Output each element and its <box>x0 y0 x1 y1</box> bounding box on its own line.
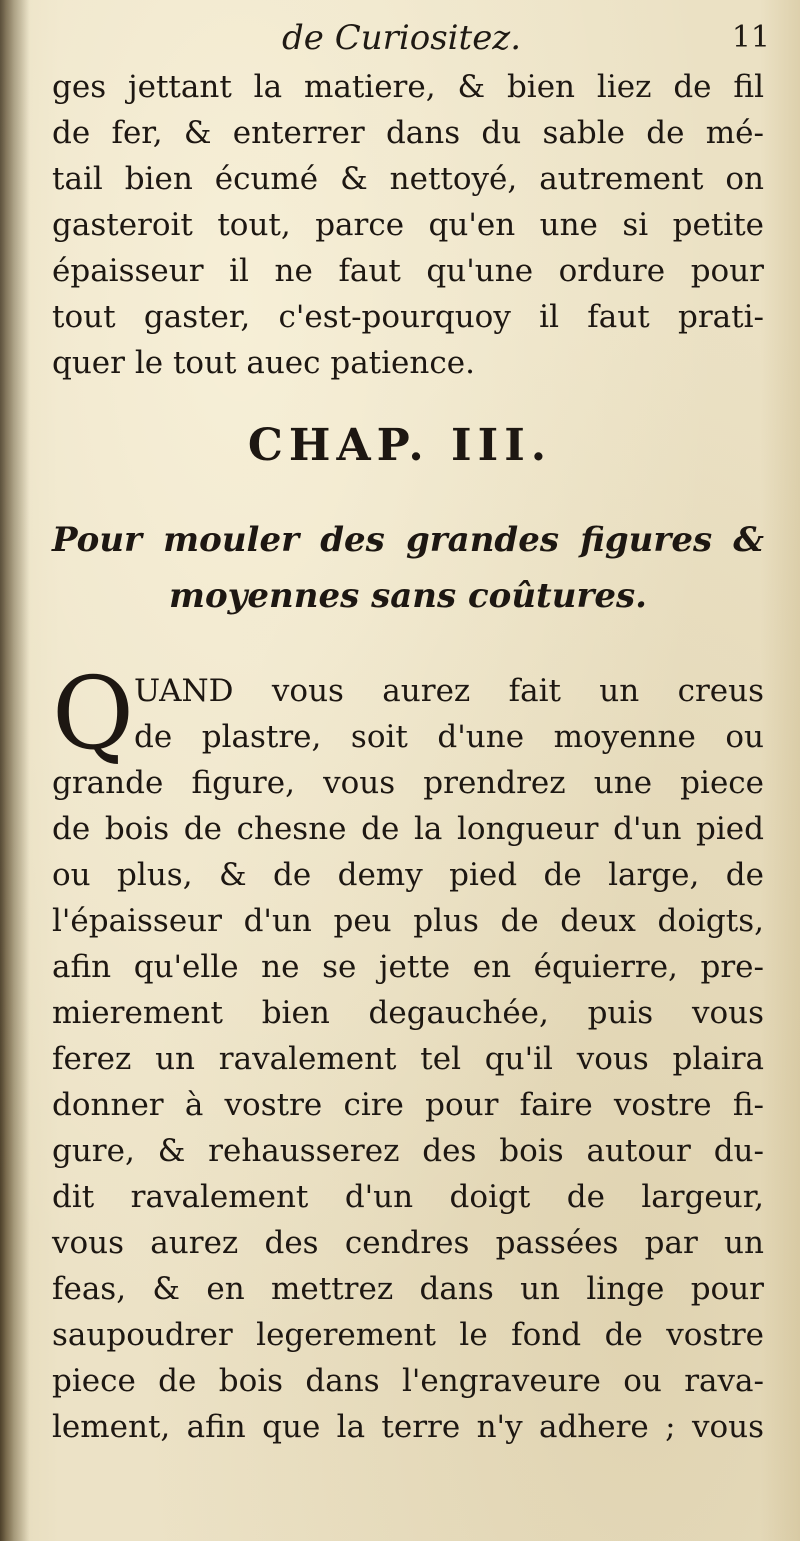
text-line: de fer, & enterrer dans du sable de mé- <box>52 115 764 151</box>
text-line: tout gaster, c'est-pourquoy il faut prati- <box>52 299 764 335</box>
drop-cap: Q <box>52 655 134 772</box>
text-line: mierement bien degauchée, puis vous <box>52 995 764 1031</box>
subtitle-line: moyennes sans coûtures. <box>168 576 647 616</box>
text-line: saupoudrer legerement le fond de vostre <box>52 1317 764 1353</box>
text-line: feas, & en mettrez dans un linge pour <box>52 1271 764 1307</box>
text-line: l'épaisseur d'un peu plus de deux doigts, <box>52 903 764 939</box>
text-line: ferez un ravalement tel qu'il vous plaira <box>52 1041 764 1077</box>
text-line: afin qu'elle ne se jette en équierre, pre- <box>52 949 764 985</box>
running-head: de Curiositez. <box>282 18 522 58</box>
paragraph-continuation <box>52 64 764 386</box>
text-line: épaisseur il ne faut qu'une ordure pour <box>52 253 764 289</box>
chapter-subtitle <box>52 512 764 624</box>
text-line: vous aurez des cendres passées par un <box>52 1225 764 1261</box>
text-line: lement, afin que la terre n'y adhere ; vous <box>52 1409 764 1445</box>
spine-shadow <box>0 0 30 1541</box>
chapter-heading: CHAP. III. <box>247 420 553 471</box>
text-line: grande figure, vous prendrez une piece <box>52 765 764 801</box>
subtitle-line: Pour mouler des grandes figures & <box>52 520 764 560</box>
text-line: de bois de chesne de la longueur d'un pied <box>52 811 764 847</box>
text-line: UAND vous aurez fait un creus <box>134 673 764 709</box>
text-line: ou plus, & de demy pied de large, de <box>52 857 764 893</box>
text-line: quer le tout auec patience. <box>52 345 475 381</box>
text-line: gasteroit tout, parce qu'en une si petite <box>52 207 764 243</box>
text-line: de plastre, soit d'une moyenne ou <box>134 719 764 755</box>
text-line: dit ravalement d'un doigt de largeur, <box>52 1179 764 1215</box>
text-line: piece de bois dans l'engraveure ou rava- <box>52 1363 764 1399</box>
text-line: ges jettant la matiere, & bien liez de fil <box>52 69 764 105</box>
paragraph-body <box>52 668 764 1450</box>
page-number: 11 <box>731 20 770 55</box>
text-line: donner à vostre cire pour faire vostre fi- <box>52 1087 764 1123</box>
text-line: gure, & rehausserez des bois autour du- <box>52 1133 764 1169</box>
text-line: tail bien écumé & nettoyé, autrement on <box>52 161 764 197</box>
page-header <box>50 18 770 68</box>
